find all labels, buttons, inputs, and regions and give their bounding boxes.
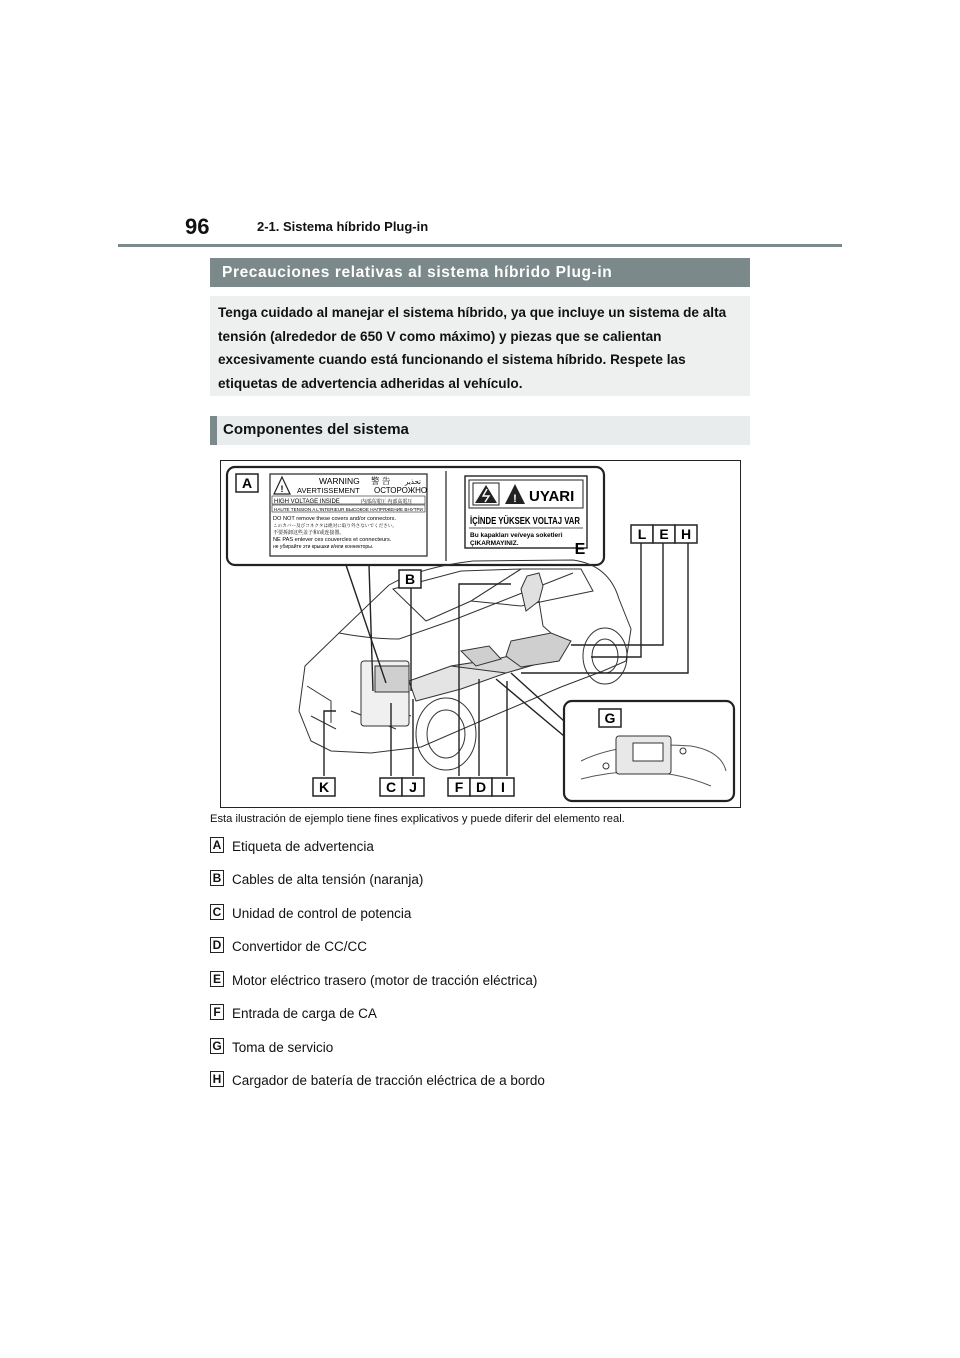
callout-k: K	[318, 779, 330, 795]
warning-labels-panel	[227, 467, 613, 565]
section-title-bar	[210, 258, 750, 287]
item-letter: H	[210, 1071, 224, 1087]
label-e-cikarmayiniz: ÇIKARMAYINIZ.	[470, 540, 519, 547]
item-text: Etiqueta de advertencia	[232, 839, 374, 854]
label-a-warning-ar: تحذير	[405, 479, 421, 486]
label-a-avertissement: AVERTISSEMENT	[297, 486, 360, 495]
label-a-warning-jp: 警 告	[371, 476, 391, 486]
label-e-bu-kapaklari: Bu kapakları ve/veya soketleri	[470, 532, 563, 539]
label-a-ostorozhno: ОСТОРОЖНО	[374, 486, 428, 495]
label-a-haute-tension: HAUTE TENSION A L'INTERIEUR ВЫСОКОЕ НАПРЯЖЕНИЕ ВНУТРИ	[274, 507, 423, 512]
subsection-title-bar	[210, 416, 750, 445]
item-text: Cables de alta tensión (naranja)	[232, 872, 424, 887]
label-a-ru-line: не убирайте эти крышки и/или коннекторы.	[273, 544, 374, 550]
item-letter: C	[210, 904, 224, 920]
item-text: Cargador de batería de tracción eléctrica de a bordo	[232, 1073, 545, 1088]
label-a-jp-line2: 不要拆卸这些盖子和/或连接器。	[273, 530, 345, 536]
svg-text:!: !	[513, 493, 517, 505]
callout-e: E	[659, 526, 669, 542]
label-a-do-not: DO NOT remove these covers and/or connectors.	[273, 516, 397, 522]
item-letter: F	[210, 1004, 224, 1020]
intro-box	[210, 296, 750, 396]
item-text: Motor eléctrico trasero (motor de tracción eléctrica)	[232, 973, 538, 988]
header-rule	[118, 244, 842, 247]
item-letter: E	[210, 971, 224, 987]
service-plug-inset	[564, 701, 734, 801]
item-letter: D	[210, 937, 224, 953]
callout-j: J	[409, 779, 417, 795]
item-text: Unidad de control de potencia	[232, 906, 412, 921]
svg-text:!: !	[280, 484, 284, 494]
warning-label-e	[465, 476, 613, 558]
label-a-ne-pas: NE PAS enlever ces couvercles et connecteurs.	[273, 537, 392, 543]
hybrid-components	[361, 573, 571, 726]
item-letter: G	[210, 1038, 224, 1054]
system-components-figure	[220, 460, 741, 808]
callout-b: B	[404, 571, 416, 587]
callout-i: I	[501, 779, 505, 795]
label-a-warning: WARNING	[319, 476, 360, 486]
label-e-letter: E	[574, 541, 586, 558]
section-title: Precauciones relativas al sistema híbrido Plug-in	[222, 264, 613, 281]
callout-d: D	[475, 779, 487, 795]
label-a-high-voltage-jp: 内部高電圧 内部高電圧	[361, 499, 413, 505]
callout-l: L	[637, 526, 647, 542]
page-number: 96	[185, 214, 210, 239]
running-head: 2-1. Sistema híbrido Plug-in	[257, 219, 429, 234]
label-e-icinde: İÇİNDE YÜKSEK VOLTAJ VAR	[470, 516, 613, 527]
item-letter: B	[210, 870, 224, 886]
subsection-title: Componentes del sistema	[223, 421, 409, 438]
subsection-accent	[210, 416, 217, 445]
label-e-uyari: UYARI	[529, 488, 575, 505]
label-a-high-voltage: HIGH VOLTAGE INSIDE	[274, 499, 340, 505]
label-a-jp-line1: このカバー及びコネクタは絶対に取り外さないでください。	[273, 523, 397, 528]
callout-a: A	[241, 475, 253, 491]
warning-label-a	[270, 474, 427, 556]
callout-c: C	[385, 779, 397, 795]
item-text: Convertidor de CC/CC	[232, 939, 368, 954]
callout-h: H	[680, 526, 692, 542]
figure-caption: Esta ilustración de ejemplo tiene fines explicativos y puede diferir del elemento real.	[210, 813, 625, 825]
item-letter: A	[210, 837, 224, 853]
item-text: Entrada de carga de CA	[232, 1006, 377, 1021]
intro-text: Tenga cuidado al manejar el sistema híbrido, ya que incluye un sistema de alta tensión (alrededor de 650 V como máximo) y piezas que se calientan excesivamente cuando está funcionando el sistema híbrido. Respete las etiquetas de advertencia adheridas al vehículo.	[218, 305, 727, 391]
item-text: Toma de servicio	[232, 1040, 334, 1055]
callout-g: G	[604, 710, 616, 726]
callout-f: F	[454, 779, 464, 795]
